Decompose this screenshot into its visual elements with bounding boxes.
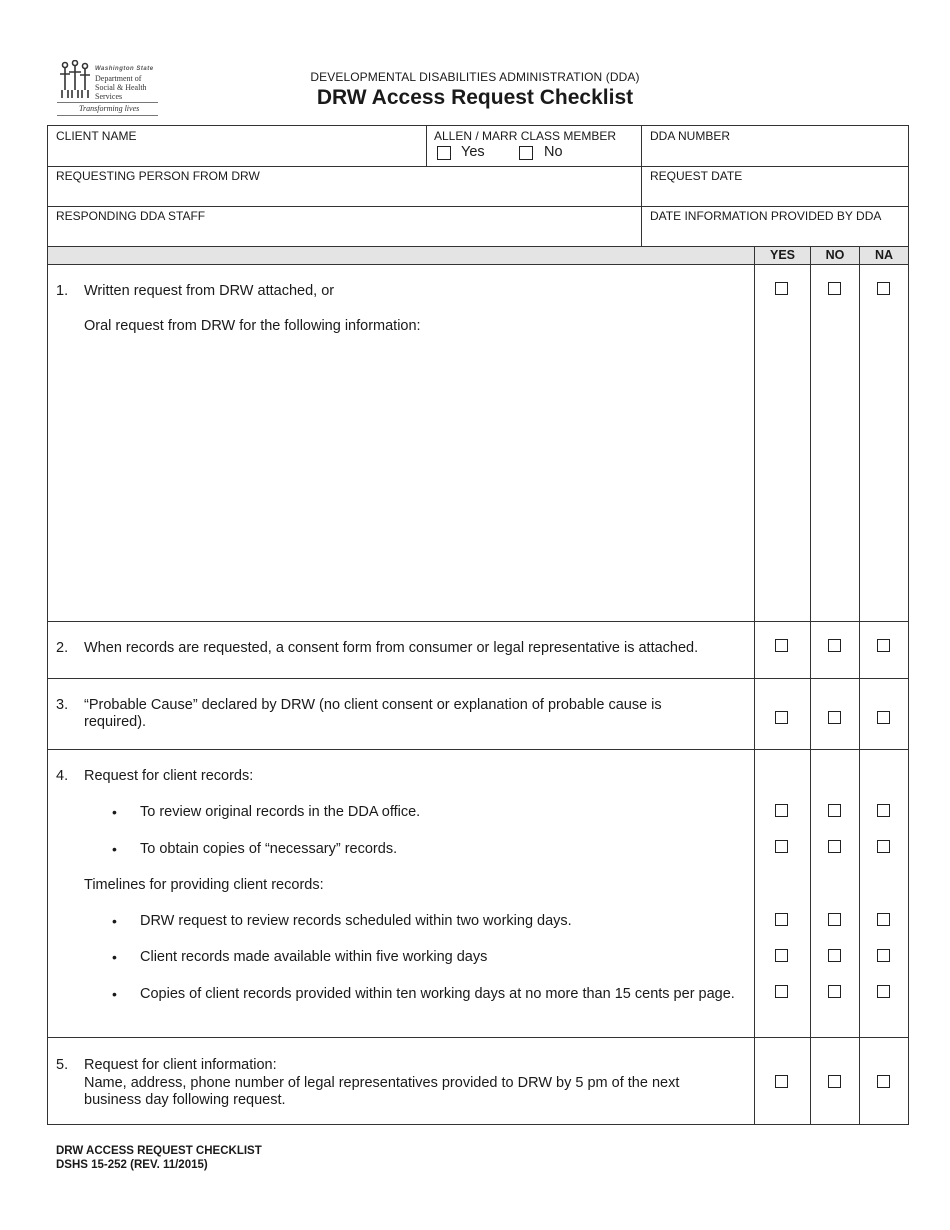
col-divider-yes <box>754 246 755 1125</box>
item-2-number: 2. <box>56 640 69 656</box>
item-4a-yes-checkbox[interactable] <box>775 804 788 817</box>
class-member-yes-label: Yes <box>461 144 485 160</box>
item-4a-no-checkbox[interactable] <box>828 804 841 817</box>
date-provided-label: DATE INFORMATION PROVIDED BY DDA <box>650 209 882 223</box>
table-border-bottom <box>47 1124 909 1125</box>
item-5-text: Name, address, phone number of legal representatives provided to DRW by 5 pm of the next business day following request. <box>84 1075 680 1108</box>
item-3-yes-checkbox[interactable] <box>775 711 788 724</box>
table-border-top <box>47 125 909 126</box>
footer-form-name: DRW ACCESS REQUEST CHECKLIST <box>56 1145 262 1157</box>
item-4-number: 4. <box>56 768 69 784</box>
item-1-number: 1. <box>56 283 69 299</box>
col-divider-no <box>810 246 811 1125</box>
item-5-no-checkbox[interactable] <box>828 1075 841 1088</box>
item-2-na-checkbox[interactable] <box>877 639 890 652</box>
class-member-no-checkbox[interactable] <box>519 146 533 160</box>
item-4e-yes-checkbox[interactable] <box>775 985 788 998</box>
item-4d-na-checkbox[interactable] <box>877 949 890 962</box>
item-3-no-checkbox[interactable] <box>828 711 841 724</box>
item-3-text: “Probable Cause” declared by DRW (no client consent or explanation of probable cause is required). <box>84 697 662 730</box>
item-4c-no-checkbox[interactable] <box>828 913 841 926</box>
item-4d-no-checkbox[interactable] <box>828 949 841 962</box>
item-5-na-checkbox[interactable] <box>877 1075 890 1088</box>
col-divider <box>426 125 427 166</box>
item-4-bullet-5: Copies of client records provided within ten working days at no more than 15 cents per page. <box>140 986 735 1002</box>
bullet: • <box>112 986 117 1002</box>
item-4-heading: Request for client records: <box>84 768 254 784</box>
item-4b-na-checkbox[interactable] <box>877 840 890 853</box>
item-5-yes-checkbox[interactable] <box>775 1075 788 1088</box>
col-divider-na <box>859 246 860 1125</box>
agency-name: DEVELOPMENTAL DISABILITIES ADMINISTRATION (DDA) <box>310 70 640 84</box>
row-divider <box>47 246 909 247</box>
item-1-na-checkbox[interactable] <box>877 282 890 295</box>
row-divider <box>47 166 909 167</box>
page-title: DRW Access Request Checklist <box>316 86 634 109</box>
item-1-yes-checkbox[interactable] <box>775 282 788 295</box>
item-4b-no-checkbox[interactable] <box>828 840 841 853</box>
item-3-na-checkbox[interactable] <box>877 711 890 724</box>
class-member-yes-checkbox[interactable] <box>437 146 451 160</box>
row-divider <box>47 621 909 622</box>
column-yes: YES <box>769 248 795 262</box>
item-4a-na-checkbox[interactable] <box>877 804 890 817</box>
item-2-text: When records are requested, a consent form from consumer or legal representative is attached. <box>84 640 699 656</box>
col-divider <box>641 125 642 247</box>
row-divider <box>47 206 909 207</box>
bullet: • <box>112 913 117 929</box>
column-no: NO <box>825 248 845 262</box>
logo-state: Washington State <box>95 66 154 72</box>
item-4-bullet-2: To obtain copies of “necessary” records. <box>140 841 398 857</box>
item-4e-na-checkbox[interactable] <box>877 985 890 998</box>
item-4-bullet-3: DRW request to review records scheduled within two working days. <box>140 913 572 929</box>
table-border-right <box>908 125 909 1125</box>
client-name-label: CLIENT NAME <box>56 129 137 143</box>
item-5-heading: Request for client information: <box>84 1057 277 1073</box>
item-4b-yes-checkbox[interactable] <box>775 840 788 853</box>
logo-rule-bottom <box>57 115 158 116</box>
item-2-no-checkbox[interactable] <box>828 639 841 652</box>
item-5-number: 5. <box>56 1057 69 1073</box>
logo-department: Department of Social & Health Services <box>95 74 147 101</box>
bullet: • <box>112 804 117 820</box>
item-4c-yes-checkbox[interactable] <box>775 913 788 926</box>
request-date-label: REQUEST DATE <box>650 169 743 183</box>
dda-number-label: DDA NUMBER <box>650 129 731 143</box>
row-divider <box>47 749 909 750</box>
class-member-no-label: No <box>544 144 563 160</box>
bullet: • <box>112 949 117 965</box>
row-divider <box>47 678 909 679</box>
item-4-subheading: Timelines for providing client records: <box>84 877 324 893</box>
responding-staff-label: RESPONDING DDA STAFF <box>56 209 206 223</box>
item-4c-na-checkbox[interactable] <box>877 913 890 926</box>
logo-tagline: Transforming lives <box>79 104 140 113</box>
item-4-bullet-4: Client records made available within five working days <box>140 949 488 965</box>
item-2-yes-checkbox[interactable] <box>775 639 788 652</box>
item-4d-yes-checkbox[interactable] <box>775 949 788 962</box>
item-4-bullet-1: To review original records in the DDA office. <box>140 804 421 820</box>
row-divider <box>47 1037 909 1038</box>
row-divider <box>47 264 909 265</box>
requesting-person-label: REQUESTING PERSON FROM DRW <box>56 169 260 183</box>
item-3-number: 3. <box>56 697 69 713</box>
item-1-text: Written request from DRW attached, or <box>84 283 335 299</box>
item-1-oral-text: Oral request from DRW for the following information: <box>84 318 421 334</box>
footer-form-number: DSHS 15-252 (REV. 11/2015) <box>56 1159 208 1171</box>
class-member-label: ALLEN / MARR CLASS MEMBER <box>434 129 617 143</box>
item-1-no-checkbox[interactable] <box>828 282 841 295</box>
column-na: NA <box>874 248 894 262</box>
item-4e-no-checkbox[interactable] <box>828 985 841 998</box>
table-border-left <box>47 125 48 1125</box>
bullet: • <box>112 841 117 857</box>
